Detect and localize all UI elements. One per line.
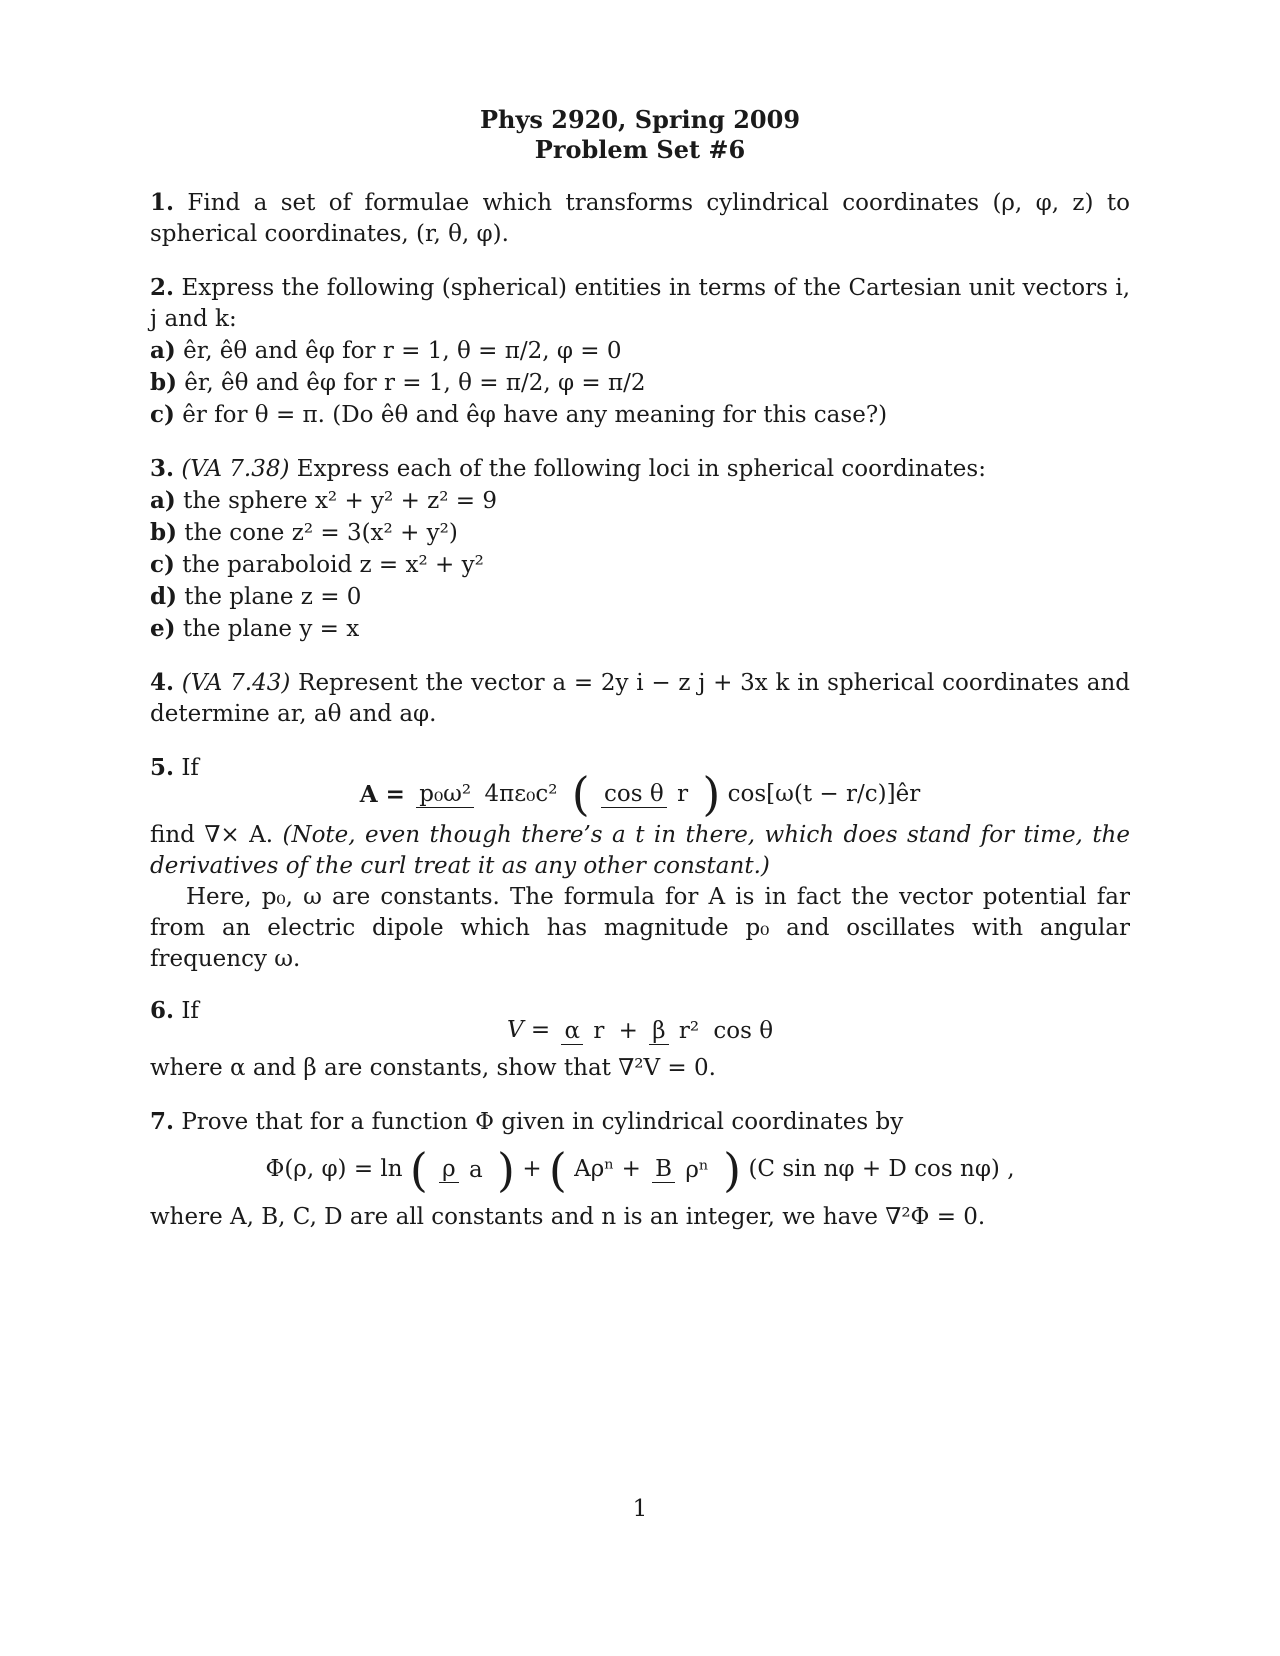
- problem-5-paragraph: Here, p₀, ω are constants. The formula for A is in fact the vector potential far from an electric dipole which has magnitude p₀ and oscillates with angular frequency ω.: [150, 884, 1130, 972]
- fraction-5b: cos θ r: [601, 780, 691, 808]
- problem-3a: a) the sphere x² + y² + z² = 9: [150, 487, 498, 514]
- problem-7: [150, 1106, 1130, 1233]
- problem-2: [150, 272, 1130, 431]
- problem-3b: b) the cone z² = 3(x² + y²): [150, 519, 458, 546]
- problem-4-number: 4.: [150, 669, 175, 696]
- problem-7-intro: Prove that for a function Φ given in cylindrical coordinates by: [181, 1108, 904, 1135]
- problem-3-intro: Express each of the following loci in spherical coordinates:: [296, 456, 986, 482]
- problem-1-text: Find a set of formulae which transforms cylindrical coordinates (ρ, φ, z) to spherical coordinates, (r, θ, φ).: [150, 190, 1130, 247]
- document-page: [150, 105, 1130, 1255]
- page-title: [150, 105, 1130, 165]
- problem-4-ref: (VA 7.43): [181, 670, 291, 696]
- problem-3-ref: (VA 7.38): [181, 456, 290, 482]
- problem-7-number: 7.: [150, 1107, 175, 1135]
- fraction-6b: β r²: [649, 1017, 702, 1045]
- problem-6-number: 6.: [150, 997, 175, 1024]
- equation-7: Φ(ρ, φ) = ln ( ρ a ) + ( Aρⁿ + B ρⁿ ) (C sin nφ + D cos nφ) ,: [265, 1142, 1015, 1197]
- title-line-1: Phys 2920, Spring 2009: [479, 105, 801, 134]
- problem-2a: a) êr, êθ and êφ for r = 1, θ = π/2, φ = 0: [150, 337, 622, 364]
- problem-2c: c) êr for θ = π. (Do êθ and êφ have any meaning for this case?): [150, 401, 888, 428]
- title-line-2: Problem Set #6: [534, 135, 746, 164]
- problem-3: [150, 453, 1130, 645]
- page-number: 1: [632, 1496, 648, 1522]
- problem-2-intro: Express the following (spherical) entities in terms of the Cartesian unit vectors i, j and k:: [150, 275, 1131, 332]
- problem-3-number: 3.: [150, 455, 175, 482]
- problem-5-note: (Note, even though there’s a t in there, which does stand for time, the derivatives of the curl treat it as any other constant.): [150, 822, 1130, 879]
- problem-4: [150, 667, 1130, 730]
- problem-3c: c) the paraboloid z = x² + y²: [150, 551, 484, 578]
- problem-4-text: Represent the vector a = 2y i − z j + 3x k in spherical coordinates and determine ar, aθ and aφ.: [150, 670, 1130, 727]
- problem-5-find: find ∇× A.: [150, 822, 274, 848]
- problem-2-number: 2.: [150, 274, 175, 301]
- problem-5-number: 5.: [150, 754, 175, 781]
- problem-1-number: 1.: [150, 189, 175, 216]
- problem-6: 6. If V = α r + β r² cos θ where α and β are constants, show that ∇²V = 0.: [150, 995, 1130, 1084]
- fraction-6a: α r: [561, 1017, 607, 1045]
- problem-2b: b) êr, êθ and êφ for r = 1, θ = π/2, φ = π/2: [150, 369, 646, 396]
- fraction-7a: ρ a: [439, 1156, 486, 1184]
- problem-1: [150, 187, 1130, 250]
- problem-5: 5. If A = p₀ω² 4πε₀c² ( cos θ r ) cos[ω(t − r/c)]êr find ∇× A. (Note, even though there’s a t in there, which does stand for time, the derivatives of the curl treat it as any other constant.) Here, p₀, ω are constants. The formula for A is in fact the vector potential far from an electric dipole which has magnitude p₀ and oscillates with angular frequency ω.: [150, 752, 1130, 975]
- problem-7-after: where A, B, C, D are all constants and n is an integer, we have ∇²Φ = 0.: [150, 1203, 986, 1230]
- problem-6-after: where α and β are constants, show that ∇²V = 0.: [150, 1054, 716, 1081]
- equation-6: V = α r + β r² cos θ: [506, 1017, 774, 1045]
- equation-5: A = p₀ω² 4πε₀c² ( cos θ r ) cos[ω(t − r/c)]êr: [359, 767, 921, 821]
- problem-3d: d) the plane z = 0: [150, 583, 362, 610]
- fraction-5a: p₀ω² 4πε₀c²: [416, 780, 560, 808]
- fraction-7b: B ρⁿ: [652, 1156, 712, 1184]
- problem-3e: e) the plane y = x: [150, 615, 360, 642]
